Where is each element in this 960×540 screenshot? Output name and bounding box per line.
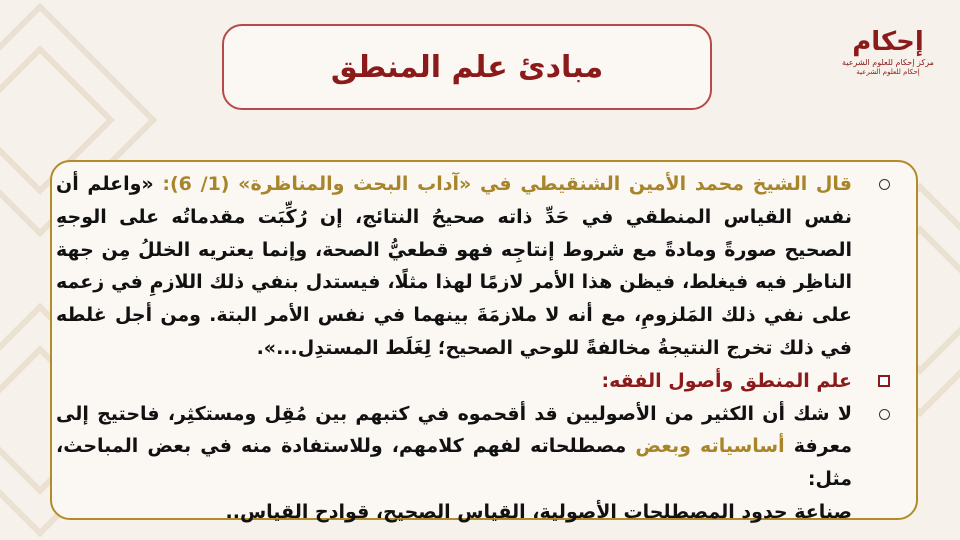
quote-text: «واعلم أن نفس القياس المنطقي في حَدِّ ذاته صحيحُ النتائج، إن رُكِّبَت مقدماتُه على الوجهِ الصحيح صورةً ومادةً مع شروط إنتاجِه فهو قطعيُّ الصحة، وإنما يعتريه الخللُ مِن جهة الناظِر فيه فيغلط، فيظن هذا الأمر لازمًا لهذا مثلًا، فيستدل بنفي ذلك اللازمِ في زعمه على نفي ذلك المَلزومِ، مع أنه لا ملازمَةَ بينهما في نفس الأمر البتة. ومن أجل غلطه في ذلك تخرج النتيجةُ مخالفةً للوحي الصحيح؛ لِغَلَط المستدِل...».: [56, 173, 852, 359]
square-bullet-icon: [878, 375, 890, 387]
slide-title-box: [222, 24, 712, 110]
usul-text-line2: صناعة حدود المصطلحات الأصولية، القياس الصحيح، قوادح القياس..: [225, 500, 852, 523]
usul-text-part2: مصطلحاته لفهم كلامهم، وللاستفادة منه في بعض المباحث، مثل:: [56, 435, 852, 491]
usul-highlight: أساسياته وبعض: [635, 435, 785, 458]
quote-intro: قال الشيخ محمد الأمين الشنقيطي في «آداب البحث والمناظرة» (1/ 6):: [162, 173, 852, 195]
usul-text-part1: لا شك أن الكثير من الأصوليين قد أقحموه في كتبهم بين مُقِل ومستكثِر، فاحتيج إلى معرفة: [56, 402, 852, 458]
logo: [838, 26, 938, 106]
circle-bullet-icon: [879, 179, 890, 190]
logo-word: إحكام: [852, 27, 924, 57]
content-box: [50, 160, 918, 523]
quote-paragraph: [56, 168, 896, 365]
logo-subtitle: مركز إحكام للعلوم الشرعية: [842, 58, 934, 67]
usul-paragraph: [56, 398, 896, 529]
content-text: [56, 168, 896, 529]
section-heading: [56, 365, 896, 398]
circle-bullet-icon: [879, 409, 890, 420]
section-heading-text: علم المنطق وأصول الفقه:: [601, 369, 852, 392]
slide-title: مبادئ علم المنطق: [330, 49, 604, 85]
logo-tagline: إحكام للعلوم الشرعية: [856, 68, 920, 76]
